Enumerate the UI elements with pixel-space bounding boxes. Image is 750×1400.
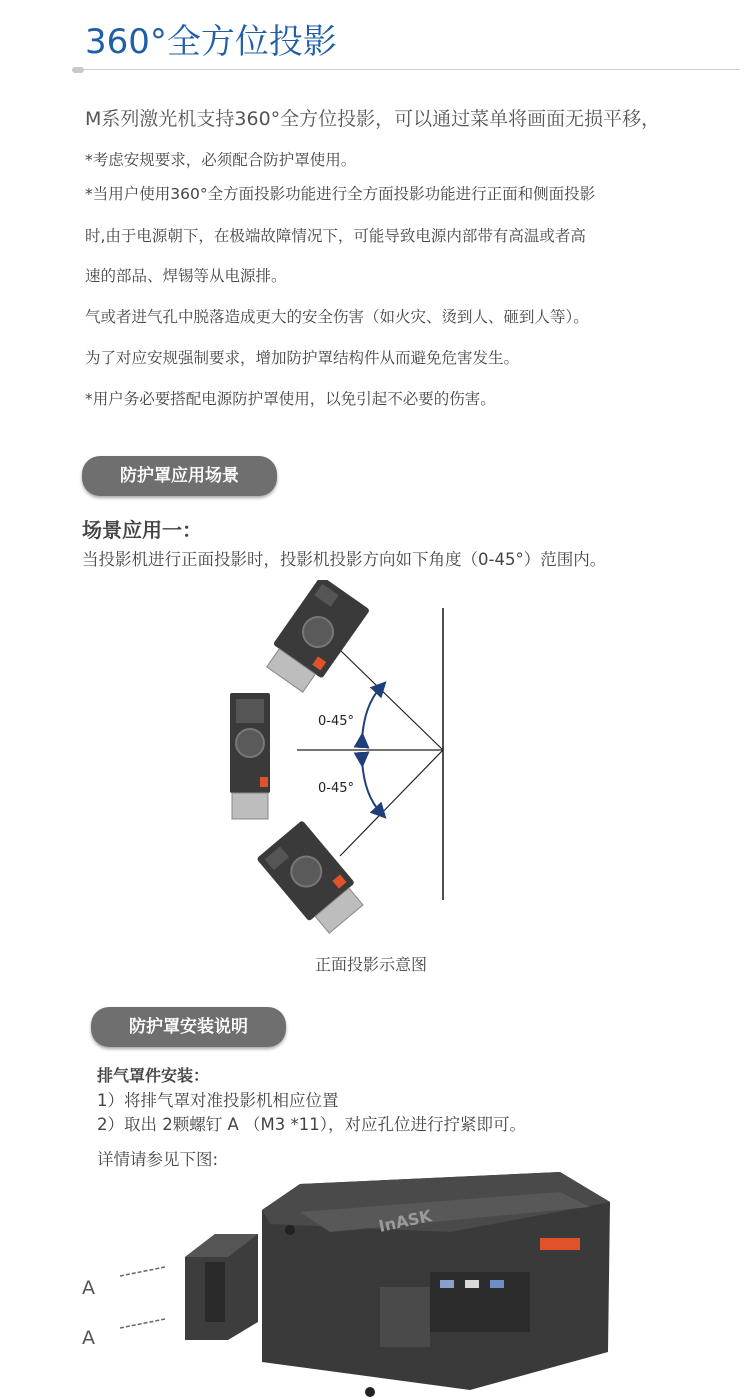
intro-note-5: 气或者进气孔中脱落造成更大的安全伤害（如火灾、烫到人、砸到人等）。 xyxy=(85,308,589,326)
title-divider xyxy=(84,69,740,70)
install-section-pill: 防护罩安装说明 xyxy=(91,1007,286,1047)
intro-note-3: 时,由于电源朝下，在极端故障情况下，可能导致电源内部带有高温或者高 xyxy=(85,227,586,245)
front-projection-diagram xyxy=(0,580,750,940)
projector-middle-icon xyxy=(230,693,270,819)
upper-angle-arc xyxy=(362,687,381,740)
upper-angle-label: 0-45° xyxy=(318,714,355,729)
screw-label-a1: A xyxy=(82,1277,95,1299)
install-step-1: 1）将排气罩对准投影机相应位置 xyxy=(97,1091,339,1110)
scene-title: 场景应用一： xyxy=(82,518,202,542)
exhaust-cover-icon xyxy=(185,1234,258,1340)
scene-description: 当投影机进行正面投影时，投影机投影方向如下角度（0-45°）范围内。 xyxy=(82,550,607,569)
lower-angle-label: 0-45° xyxy=(318,781,355,796)
screw-a2 xyxy=(120,1319,165,1328)
intro-note-4: 速的部品、焊锡等从电源排。 xyxy=(85,267,287,285)
screw-label-a2: A xyxy=(82,1327,95,1349)
intro-note-2: *当用户使用360°全方面投影功能进行全方面投影功能进行正面和侧面投影 xyxy=(85,185,596,203)
projector-bottom-icon xyxy=(256,820,369,938)
install-see-below: 详情请参见下图: xyxy=(97,1150,219,1169)
intro-lead: M系列激光机支持360°全方位投影，可以通过菜单将画面无损平移， xyxy=(85,108,661,130)
diagram-caption: 正面投影示意图 xyxy=(314,955,427,974)
projector-top-icon xyxy=(260,580,370,697)
upper-ray xyxy=(340,650,443,750)
intro-note-1: *考虑安规要求，必须配合防护罩使用。 xyxy=(85,151,357,169)
page-title: 360°全方位投影 xyxy=(85,22,337,62)
lower-angle-arc xyxy=(362,760,381,813)
install-step-2: 2）取出 2颗螺钉 A （M3 *11），对应孔位进行拧紧即可。 xyxy=(97,1115,526,1134)
lower-ray xyxy=(340,750,443,856)
title-rule-dot xyxy=(72,67,84,73)
intro-note-6: 为了对应安规强制要求，增加防护罩结构件从而避免危害发生。 xyxy=(85,349,520,367)
screw-a1 xyxy=(120,1267,165,1276)
projector-body-icon xyxy=(262,1172,610,1397)
brand-logo: InASK xyxy=(376,1206,434,1236)
install-subtitle: 排气罩件安装： xyxy=(97,1066,210,1085)
scene-section-pill: 防护罩应用场景 xyxy=(82,456,277,496)
install-illustration xyxy=(0,1162,750,1400)
intro-note-7: *用户务必要搭配电源防护罩使用，以免引起不必要的伤害。 xyxy=(85,390,496,408)
